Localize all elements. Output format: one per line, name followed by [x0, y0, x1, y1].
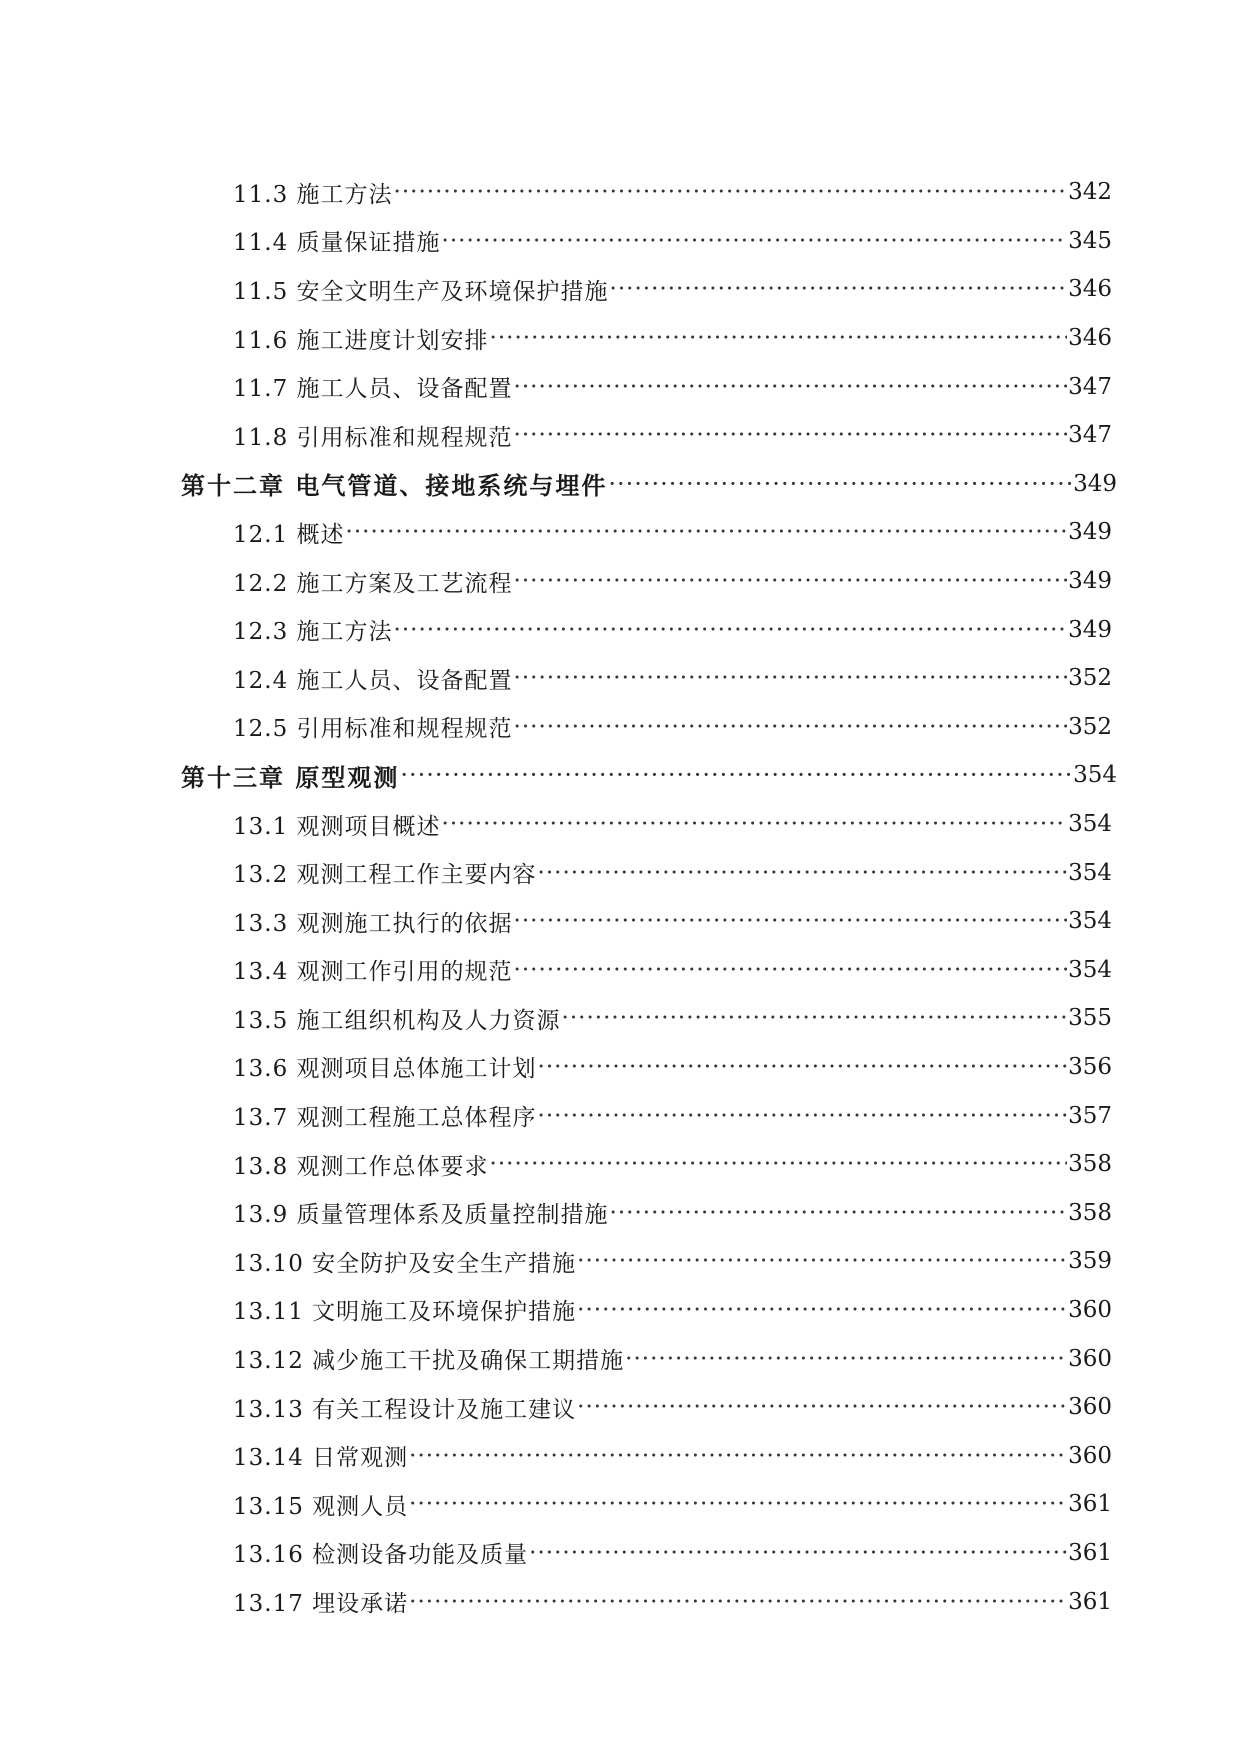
dot-leader	[577, 1248, 1067, 1274]
toc-entry-title: 12.1 概述	[233, 521, 345, 548]
toc-entry-page: 358	[1068, 1199, 1112, 1226]
toc-entry-page: 359	[1068, 1248, 1112, 1275]
toc-entry-title: 11.7 施工人员、设备配置	[233, 376, 513, 403]
dot-leader	[529, 1540, 1067, 1566]
toc-entry[interactable]	[0, 168, 1112, 217]
toc-entry[interactable]	[0, 508, 1112, 557]
dot-leader	[400, 761, 1072, 789]
toc-entry[interactable]	[0, 217, 1112, 266]
toc-chapter-title: 第十二章 电气管道、接地系统与埋件	[181, 472, 608, 501]
toc-entry-title: 13.7 观测工程施工总体程序	[233, 1105, 537, 1132]
toc-entry[interactable]	[0, 800, 1112, 849]
toc-entry-title: 13.6 观测项目总体施工计划	[233, 1056, 537, 1083]
toc-entry-title: 13.10 安全防护及安全生产措施	[233, 1250, 577, 1277]
dot-leader	[538, 860, 1068, 886]
toc-entry[interactable]	[0, 1334, 1112, 1383]
toc-entry-page: 346	[1068, 276, 1112, 303]
toc-entry[interactable]	[0, 1577, 1112, 1626]
toc-entry-page: 354	[1068, 908, 1112, 935]
toc-chapter-title: 第十三章 原型观测	[181, 763, 400, 792]
toc-entry-title: 11.4 质量保证措施	[233, 230, 441, 257]
toc-entry-page: 347	[1068, 373, 1112, 400]
toc-entry[interactable]	[0, 314, 1112, 363]
toc-entry[interactable]	[0, 605, 1112, 654]
toc-entry[interactable]	[0, 1383, 1112, 1432]
toc-entry-page: 360	[1068, 1442, 1112, 1469]
toc-entry-page: 361	[1068, 1588, 1112, 1615]
dot-leader	[394, 179, 1068, 205]
toc-chapter-entry[interactable]	[0, 751, 1117, 800]
toc-entry-page: 357	[1068, 1102, 1112, 1129]
dot-leader	[610, 1200, 1068, 1226]
dot-leader	[442, 811, 1068, 837]
toc-chapter-entry[interactable]	[0, 460, 1117, 509]
toc-entry[interactable]	[0, 1237, 1112, 1286]
toc-entry-title: 12.2 施工方案及工艺流程	[233, 570, 513, 597]
toc-entry[interactable]	[0, 411, 1112, 460]
toc-entry[interactable]	[0, 654, 1112, 703]
toc-entry-title: 13.12 减少施工干扰及确保工期措施	[233, 1348, 625, 1375]
toc-entry-title: 13.2 观测工程工作主要内容	[233, 862, 537, 889]
toc-entry[interactable]	[0, 994, 1112, 1043]
toc-entry-title: 13.16 检测设备功能及质量	[233, 1542, 529, 1569]
dot-leader	[577, 1297, 1067, 1323]
toc-entry-page: 352	[1068, 713, 1112, 740]
dot-leader	[442, 228, 1068, 254]
toc-entry-page: 361	[1068, 1491, 1112, 1518]
toc-entry-page: 360	[1068, 1296, 1112, 1323]
toc-entry-title: 11.8 引用标准和规程规范	[233, 424, 513, 451]
toc-entry-page: 349	[1073, 470, 1117, 497]
toc-entry[interactable]	[0, 265, 1112, 314]
dot-leader	[514, 374, 1068, 400]
toc-entry-title: 13.17 埋设承诺	[233, 1591, 409, 1618]
toc-entry[interactable]	[0, 1188, 1112, 1237]
toc-entry-page: 354	[1068, 811, 1112, 838]
toc-entry-page: 349	[1068, 568, 1112, 595]
dot-leader	[514, 714, 1068, 740]
toc-entry-page: 346	[1068, 325, 1112, 352]
dot-leader	[346, 519, 1068, 545]
toc-entry-page: 349	[1068, 519, 1112, 546]
toc-entry-title: 13.4 观测工作引用的规范	[233, 959, 513, 986]
toc-entry[interactable]	[0, 1140, 1112, 1189]
dot-leader	[409, 1589, 1067, 1615]
toc-entry-title: 13.13 有关工程设计及施工建议	[233, 1396, 577, 1423]
toc-entry[interactable]	[0, 703, 1112, 752]
toc-entry-title: 13.3 观测施工执行的依据	[233, 910, 513, 937]
toc-entry-page: 360	[1068, 1394, 1112, 1421]
dot-leader	[514, 665, 1068, 691]
toc-entry[interactable]	[0, 946, 1112, 995]
dot-leader	[514, 957, 1068, 983]
toc-entry-page: 342	[1068, 179, 1112, 206]
toc-entry-title: 12.3 施工方法	[233, 619, 393, 646]
toc-entry[interactable]	[0, 557, 1112, 606]
dot-leader	[562, 1005, 1068, 1031]
toc-entry-page: 354	[1073, 762, 1117, 789]
toc-entry-page: 347	[1068, 422, 1112, 449]
toc-entry[interactable]	[0, 1286, 1112, 1335]
dot-leader	[490, 1151, 1068, 1177]
dot-leader	[394, 617, 1068, 643]
toc-entry-title: 13.14 日常观测	[233, 1445, 409, 1472]
toc-entry-page: 354	[1068, 859, 1112, 886]
dot-leader	[514, 422, 1068, 448]
toc-entry[interactable]	[0, 1480, 1112, 1529]
toc-entry-title: 11.6 施工进度计划安排	[233, 327, 489, 354]
toc-entry[interactable]	[0, 1529, 1112, 1578]
toc-entry-title: 13.1 观测项目概述	[233, 813, 441, 840]
toc-entry-page: 358	[1068, 1151, 1112, 1178]
dot-leader	[608, 470, 1072, 498]
toc-entry[interactable]	[0, 1431, 1112, 1480]
toc-entry-page: 355	[1068, 1005, 1112, 1032]
toc-entry-title: 11.3 施工方法	[233, 181, 393, 208]
toc-entry-page: 356	[1068, 1053, 1112, 1080]
toc-entry-page: 360	[1068, 1345, 1112, 1372]
toc-entry-title: 13.11 文明施工及环境保护措施	[233, 1299, 577, 1326]
toc-entry-page: 345	[1068, 227, 1112, 254]
toc-entry-title: 13.8 观测工作总体要求	[233, 1153, 489, 1180]
toc-entry-title: 13.15 观测人员	[233, 1493, 409, 1520]
dot-leader	[514, 568, 1068, 594]
toc-entry-page: 349	[1068, 616, 1112, 643]
toc-entry-title: 12.5 引用标准和规程规范	[233, 716, 513, 743]
dot-leader	[514, 908, 1068, 934]
toc-entry-page: 361	[1068, 1539, 1112, 1566]
dot-leader	[409, 1491, 1067, 1517]
table-of-contents	[0, 168, 1241, 1626]
toc-entry[interactable]	[0, 1091, 1112, 1140]
toc-entry[interactable]	[0, 362, 1112, 411]
toc-entry-title: 11.5 安全文明生产及环境保护措施	[233, 278, 609, 305]
toc-entry-title: 13.9 质量管理体系及质量控制措施	[233, 1202, 609, 1229]
dot-leader	[538, 1054, 1068, 1080]
dot-leader	[538, 1103, 1068, 1129]
dot-leader	[625, 1346, 1067, 1372]
dot-leader	[610, 276, 1068, 302]
toc-entry[interactable]	[0, 1043, 1112, 1092]
dot-leader	[577, 1394, 1067, 1420]
dot-leader	[409, 1443, 1067, 1469]
toc-entry-page: 354	[1068, 956, 1112, 983]
toc-entry-page: 352	[1068, 665, 1112, 692]
toc-entry[interactable]	[0, 897, 1112, 946]
toc-entry-title: 13.5 施工组织机构及人力资源	[233, 1007, 561, 1034]
dot-leader	[490, 325, 1068, 351]
toc-entry-title: 12.4 施工人员、设备配置	[233, 667, 513, 694]
toc-entry[interactable]	[0, 848, 1112, 897]
